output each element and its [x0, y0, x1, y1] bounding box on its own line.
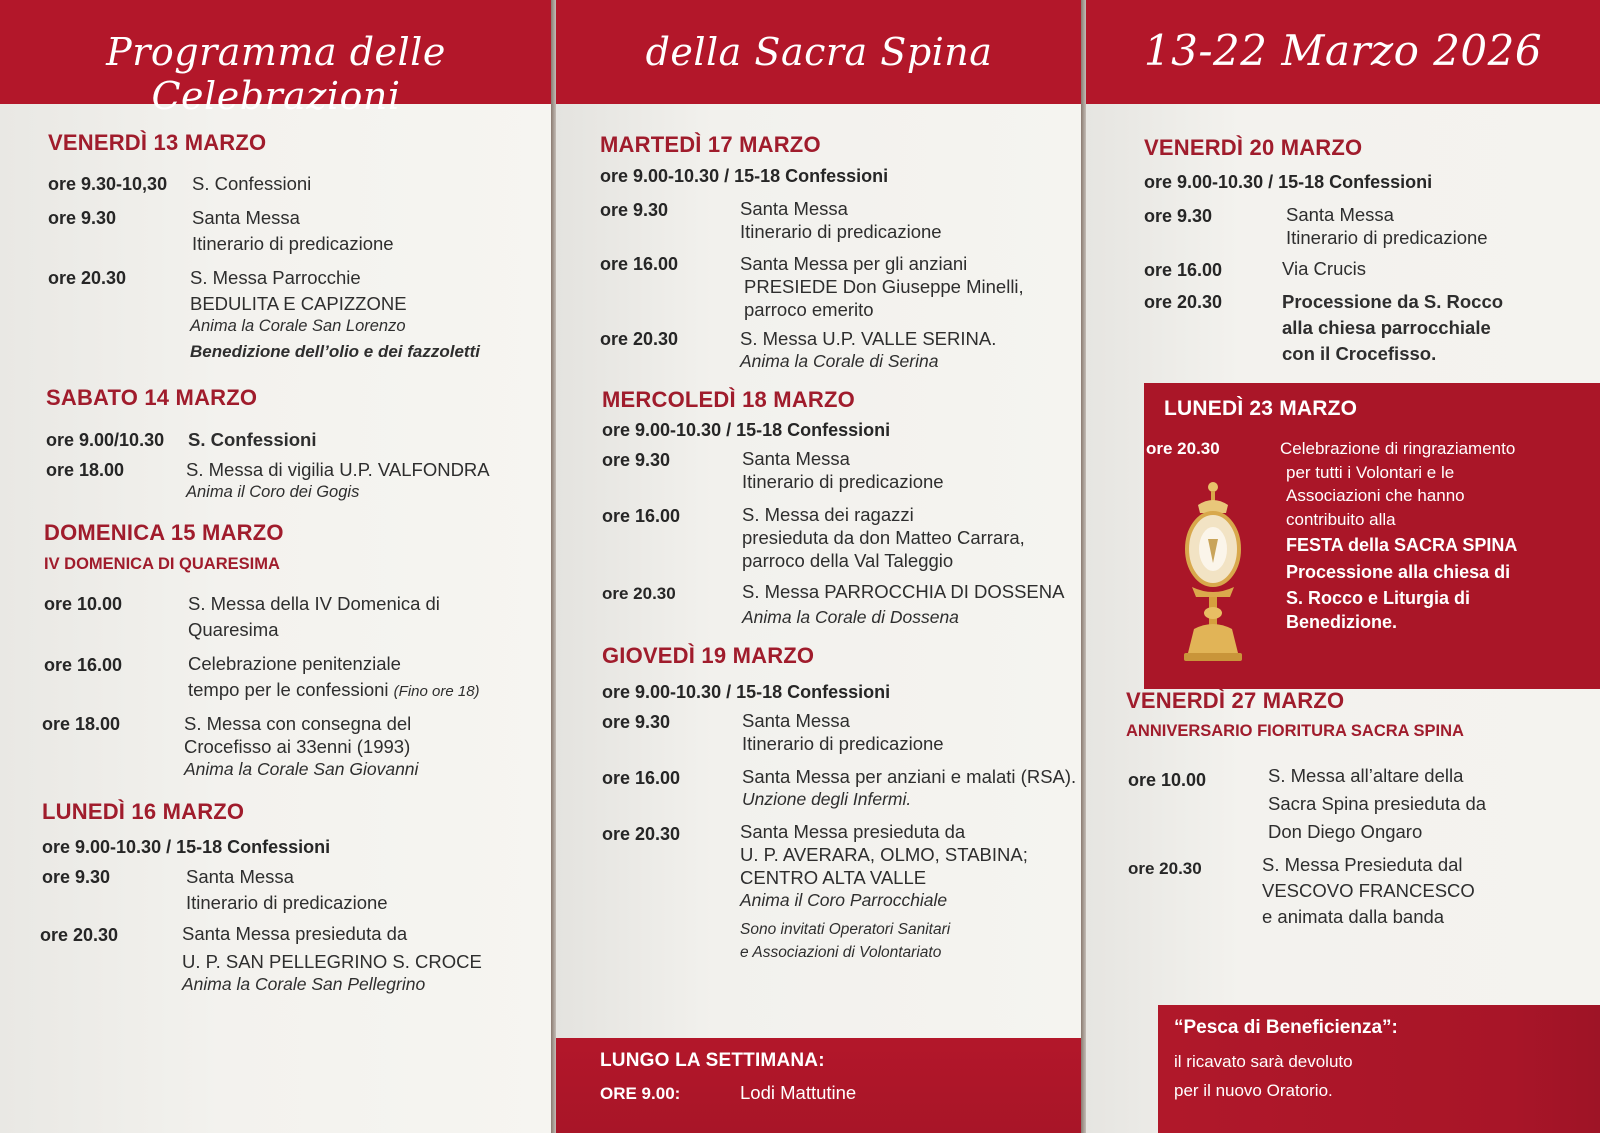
event-desc [1268, 762, 1486, 846]
line: Anima il Coro dei Gogis [186, 483, 360, 501]
event-desc [1262, 852, 1475, 930]
line: Unzione degli Infermi. [742, 789, 912, 809]
time: ore 9.30 [1144, 206, 1213, 226]
line: S. Messa dei ragazzi [742, 504, 914, 525]
note: (Fino ore 18) [393, 683, 480, 700]
header-band-left [0, 0, 552, 118]
time: ore 9.30-10,30 [48, 174, 168, 194]
line: Sacra Spina presieduta da [1268, 793, 1487, 814]
day-title-17: MARTEDÌ 17 MARZO [600, 132, 821, 157]
line: Santa Messa [742, 448, 850, 469]
line: Itinerario di predicazione [742, 471, 944, 492]
week-desc: Lodi Mattutine [740, 1082, 857, 1103]
line: Anima la Corale San Giovanni [184, 759, 419, 779]
time: ore 20.30 [48, 268, 127, 288]
line: Anima il Coro Parrocchiale [740, 890, 948, 910]
day-title-20: VENERDÌ 20 MARZO [1144, 135, 1363, 160]
time: ore 20.30 [600, 329, 679, 349]
line: PRESIEDE Don Giuseppe Minelli, [744, 276, 1024, 297]
day-title-23: LUNEDÌ 23 MARZO [1164, 397, 1358, 420]
time: ore 20.30 [602, 584, 676, 603]
event-desc [186, 865, 388, 914]
line: e Associazioni di Volontariato [740, 944, 942, 961]
time: ore 20.30 [602, 824, 681, 844]
line: S. Messa Presieduta dal [1262, 854, 1463, 875]
line: parroco emerito [744, 299, 874, 320]
line: Benedizione dell’olio e dei fazzoletti [190, 342, 480, 361]
line: VESCOVO FRANCESCO [1262, 880, 1475, 901]
header-band-right [1086, 0, 1600, 104]
time: ore 16.00 [602, 506, 681, 526]
line: Itinerario di predicazione [186, 892, 388, 913]
line: S. Messa di vigilia U.P. VALFONDRA [186, 459, 490, 480]
day-title-19: GIOVEDÌ 19 MARZO [602, 643, 815, 668]
time: ore 9.00/10.30 [46, 430, 165, 450]
line: Santa Messa [1286, 204, 1394, 225]
line: Santa Messa presieduta da [740, 821, 966, 842]
line: Itinerario di predicazione [1286, 227, 1488, 248]
line: tempo per le confessioni [188, 679, 389, 700]
time: ore 20.30 [40, 925, 119, 945]
line: il ricavato sarà devoluto [1174, 1052, 1353, 1071]
time: ore 16.00 [602, 768, 681, 788]
line: per il nuovo Oratorio. [1174, 1081, 1333, 1100]
charity-desc [1174, 1047, 1353, 1105]
event-desc [1282, 289, 1503, 367]
right-panel [1086, 0, 1600, 1133]
event-desc [190, 266, 480, 363]
line: S. Messa della IV Domenica di [188, 593, 440, 614]
time: ore 16.00 [44, 655, 123, 675]
line: per tutti i Volontari e le [1286, 462, 1455, 482]
reliquary-icon [1178, 479, 1248, 669]
event-desc: S. Confessioni [188, 429, 317, 450]
day-title-13: VENERDÌ 13 MARZO [48, 130, 267, 155]
line: Processione alla chiesa di [1286, 561, 1511, 582]
confession-hours: ore 9.00-10.30 / 15-18 Confessioni [600, 166, 889, 186]
line: U. P. AVERARA, OLMO, STABINA; [740, 844, 1028, 865]
line: Sono invitati Operatori Sanitari [740, 921, 951, 938]
line: con il Crocefisso. [1282, 343, 1437, 364]
time: ore 20.30 [1144, 292, 1223, 312]
line: presieduta da don Matteo Carrara, [742, 527, 1025, 548]
header-title-left: Programma delle Celebrazioni [106, 30, 446, 118]
thanksgiving-box [1144, 383, 1600, 689]
time: ore 18.00 [46, 460, 125, 480]
day-title-15: DOMENICA 15 MARZO [44, 520, 284, 545]
time: ore 9.30 [602, 712, 671, 732]
line: Anima la Corale San Pellegrino [182, 974, 426, 994]
time: ore 10.00 [44, 594, 123, 614]
line: Santa Messa [742, 710, 850, 731]
line: S. Messa PARROCCHIA DI DOSSENA [742, 581, 1065, 602]
day-subtitle-27: ANNIVERSARIO FIORITURA SACRA SPINA [1126, 722, 1464, 740]
event-desc [740, 197, 942, 243]
line: Santa Messa [740, 198, 848, 219]
left-panel [0, 0, 552, 1133]
confession-hours: ore 9.00-10.30 / 15-18 Confessioni [1144, 172, 1433, 192]
line: Don Diego Ongaro [1268, 821, 1423, 842]
event-desc [740, 327, 996, 373]
line: Celebrazione penitenziale [188, 653, 401, 674]
line: S. Rocco e Liturgia di [1286, 588, 1471, 608]
event-desc [184, 712, 418, 781]
line: Itinerario di predicazione [740, 221, 942, 242]
line: parroco della Val Taleggio [742, 550, 954, 571]
charity-title: “Pesca di Beneficienza”: [1174, 1017, 1398, 1038]
event-desc [1280, 437, 1517, 634]
event-desc: S. Confessioni [192, 173, 312, 194]
time: ore 9.30 [602, 450, 671, 470]
day-title-14: SABATO 14 MARZO [46, 385, 258, 410]
line: Anima la Corale San Lorenzo [190, 317, 406, 335]
day-title-27: VENERDÌ 27 MARZO [1126, 688, 1345, 713]
event-desc [740, 820, 1028, 964]
line: Santa Messa per gli anziani [740, 253, 968, 274]
event-desc [188, 592, 440, 641]
time: ore 10.00 [1128, 770, 1207, 790]
line: e animata dalla banda [1262, 906, 1445, 927]
header-title-middle: della Sacra Spina [645, 30, 993, 74]
line: Anima la Corale di Dossena [742, 607, 959, 627]
event-desc [742, 447, 944, 493]
event-desc [742, 503, 1025, 572]
time: ore 16.00 [1144, 260, 1223, 280]
day-title-18: MERCOLEDÌ 18 MARZO [602, 387, 855, 412]
line: S. Messa all’altare della [1268, 765, 1464, 786]
time: ore 18.00 [42, 714, 121, 734]
line: Anima la Corale di Serina [740, 351, 939, 371]
line: Itinerario di predicazione [742, 733, 944, 754]
time: ore 16.00 [600, 254, 679, 274]
line: Benedizione. [1286, 611, 1398, 632]
line: Crocefisso ai 33enni (1993) [184, 736, 411, 757]
line: Processione da S. Rocco [1282, 291, 1504, 312]
event-desc [1286, 203, 1488, 249]
line: Itinerario di predicazione [192, 233, 394, 254]
line: contribuito alla [1286, 509, 1396, 529]
line: alla chiesa parrocchiale [1282, 317, 1491, 338]
charity-box [1158, 1005, 1600, 1133]
event-desc [740, 252, 1024, 321]
day-subtitle-15: IV DOMENICA DI QUARESIMA [44, 555, 280, 573]
confession-hours: ore 9.00-10.30 / 15-18 Confessioni [42, 837, 331, 857]
line: Celebrazione di ringraziamento [1280, 439, 1516, 458]
confession-hours: ore 9.00-10.30 / 15-18 Confessioni [602, 420, 891, 440]
line: Santa Messa [186, 866, 294, 887]
time: ore 20.30 [1128, 859, 1202, 878]
day-title-16: LUNEDÌ 16 MARZO [42, 799, 245, 824]
time: ore 9.30 [42, 867, 111, 887]
event-desc [742, 709, 944, 755]
time: ore 20.30 [1146, 439, 1220, 458]
week-time: ORE 9.00: [600, 1084, 681, 1103]
line: Santa Messa [192, 207, 300, 228]
line: CENTRO ALTA VALLE [740, 867, 927, 888]
line: BEDULITA E CAPIZZONE [190, 293, 407, 314]
event-desc [192, 206, 394, 255]
confession-hours: ore 9.00-10.30 / 15-18 Confessioni [602, 682, 891, 702]
line: S. Messa U.P. VALLE SERINA. [740, 328, 997, 349]
event-desc [182, 922, 482, 996]
header-title-right: 13-22 Marzo 2026 [1143, 26, 1543, 75]
week-title: LUNGO LA SETTIMANA: [600, 1050, 825, 1071]
line: Santa Messa per anziani e malati (RSA). [742, 766, 1077, 787]
event-desc [742, 580, 1064, 629]
line: S. Messa Parrocchie [190, 267, 361, 288]
event-desc: Via Crucis [1282, 258, 1366, 279]
line-group [188, 678, 480, 703]
line: Quaresima [188, 619, 279, 640]
time: ore 9.30 [600, 200, 669, 220]
line: S. Messa con consegna del [184, 713, 412, 734]
line: Associazioni che hanno [1286, 486, 1465, 505]
middle-panel [556, 0, 1082, 1133]
time: ore 9.30 [48, 208, 117, 228]
event-desc [188, 652, 480, 703]
event-desc [742, 765, 1076, 811]
event-desc [186, 458, 490, 504]
line: U. P. SAN PELLEGRINO S. CROCE [182, 951, 482, 972]
line: Santa Messa presieduta da [182, 923, 408, 944]
line: FESTA della SACRA SPINA [1286, 535, 1518, 555]
week-band [556, 1038, 1082, 1133]
header-band-middle [556, 0, 1082, 104]
